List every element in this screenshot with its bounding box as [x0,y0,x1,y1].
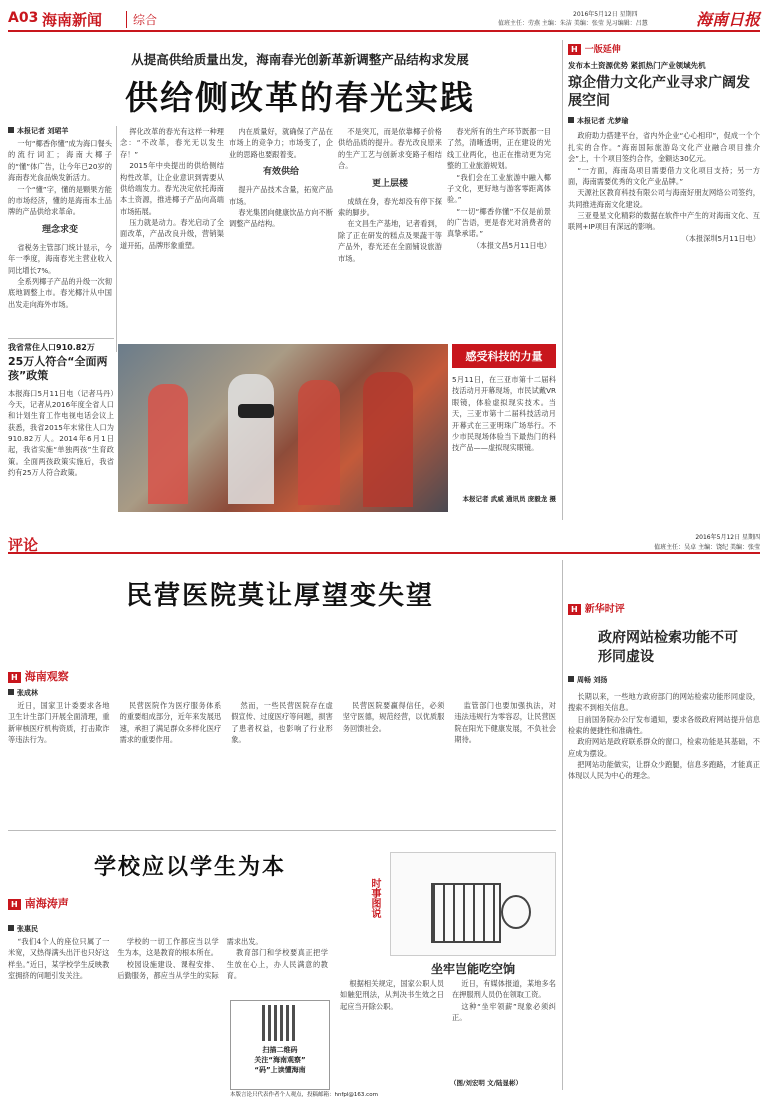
news-photo [118,344,448,512]
side-brief [8,342,114,517]
right-top-kicker: 发布本土资源优势 紧抓热门产业领域先机 [568,61,706,70]
column-label: 一版延伸 [584,45,621,55]
school-headline: 学校应以学生为本 [93,854,286,880]
brief-text: 本报海口5月11日电（记者马丹）今天，记者从2016年度全省人口和计划生育工作电视电话会议上获悉，我省2015年末常住人口为910.82万人。2014年6月1日起，我省实施“单独两孩”生育政策。全面两孩政策实施后，我省约有25万人符合政策。 [8,388,114,478]
qr-title: 扫描二维码 [262,1046,298,1054]
column-badge-icon: H [568,44,581,55]
right-bottom-headline: 政府网站检索功能不可形同虚设 [598,630,738,665]
brief-kicker: 我省常住人口910.82万 [8,343,95,352]
article-col-4: 不是突兀，而是依靠椰子价格供给品质的提升。春光改良原来的生产工艺与创新求变路子相结合。 更上层楼 成绩在身，春光却没有停下探索的脚步。 在文昌生产基地，记者看到，除了正在研发的糕点及果蔬干等产品外，春光还在全面铺设旅游市场。 [338,127,442,263]
right-top-headline: 琼企借力文化产业寻求广阔发展空间 [568,75,750,110]
editorial-byline: 张成林 [17,689,38,697]
right-bottom-article: H 新华时评 政府网站检索功能不可形同虚设 周畅 刘扬 长期以来，一些地方政府部门的网站检索功能形同虚设，搜索不到相关信息。 日前国务院办公厅发布通知，要求各级政府网站提升信息检索的便捷性和准确性。 政府网站是政府联系群众的窗口，检索功能是其基础，不应成为摆设。 把网站功能做实，让群众少跑腿，信息多跑路，才能真正体现以人民为中心的理念。 [568,604,760,781]
photo-caption-box [452,344,556,512]
right-top-article: H 一版延伸 发布本土资源优势 紧抓热门产业领域先机 琼企借力文化产业寻求广阔发展空间 本报记者 尤梦瑜 政府助力搭建平台，省内外企业“心心相印”，促成一个个扎实的合作。“海南国际旅游岛文化产业融合项目推介会”上，十个项目签约合作，金额达30亿元。 “一方面，海南岛项目需要借力文化项目支持；另一方面，海南需要优秀的文化产业品牌。” 天源社区教育科技有限公司与海南好朋友网络公司签约，共同推进海南文化建设。 三亚曼星文化精彩的数据在软件中产生的对海南文化、互联网+IP项目有深远的影响。 （本报深圳5月11日电） [568,45,760,243]
section-name: 海南新闻 [42,11,103,29]
page-number: A03 [8,10,39,26]
photo-caption-title: 感受科技的力量 [452,344,556,368]
article-byline: 本报记者 刘珺羊 [8,126,68,136]
page-header [8,6,760,32]
article-col-2: 挥化改革的春光有这样一种理念：“不改革，春光无以发生存！” 2015年中央提出的供给侧结构性改革，让企业意识到需要从供给端发力。春光决定依托海南本土资源，推进椰子产品向高端市场拓展。 压力就是动力。春光启动了全面改革，产品改良升级，营销渠道开拓，品牌形象重塑。 [120,127,224,250]
cartoon-credit: （图/刘宏明 文/陆显彬） [450,1079,523,1087]
qr-sub: 关注“海南观察” [254,1056,306,1064]
subhead-supply: 有效供给 [262,167,299,178]
article-col-1: 一句“椰香你懂”成为海口餐头的流行词汇；海南大椰子的“懂”体广告，让今年已20岁的海南春光食品焕发新活力。 一个“懂”字，懂的是颗果方能的市场经济，懂的是海南本土品牌的产品供给求革命。 理念求变 省税务主管部门统计显示，今年一季度，海南春光主营业收入同比增长7%。 全系列椰子产品的升级一次彻底地调整上市。春光椰汁从中国出发走向海外市场。 [8,139,112,309]
cartoon-title: 坐牢岂能吃空饷 [430,962,515,976]
commentary-section: 评论 [8,536,39,554]
article-col-5: 春光所有的生产环节既都一目了然，清晰透明，正在建设的光线工业两化，也正在推动更为完整的工业旅游规划。 “我们会在工业旅游中融入椰子文化，更好地与游客零距离体验。” “一切“椰香你懂”不仅是前景的广告语，更是春光对消费者的真挚承诺。” （本报文昌5月11日电） [447,127,551,250]
brief-headline: 25万人符合“全面两孩”政策 [8,355,108,383]
subhead-idea: 理念求变 [41,224,78,235]
editorial-headline: 民营医院莫让厚望变失望 [125,581,434,611]
editorial-body: 近日，国家卫计委要求各地卫生计生部门开展全面清理，重新审核医疗机构资质，打击欺诈等违法行为。 民营医院作为医疗服务体系的重要组成部分，近年来发展迅速，承担了满足群众多样化医疗需求的重要作用。 然而，一些民营医院存在虚假宣传、过度医疗等问题，损害了患者权益，也影响了行业形象。 民营医院要赢得信任，必须坚守医德，规范经营，以优质服务回馈社会。 监管部门也要加强执法，对违法违规行为零容忍，让民营医院在阳光下健康发展，不负社会期待。 [8,701,556,745]
cartoon-image [390,852,556,956]
school-byline: 张惠民 [17,925,38,933]
commentary-date: 2016年5月12日 星期四 [695,534,760,541]
article-kicker: 从提高供给质量出发，海南春光创新革新调整产品结构求发展 [131,52,469,67]
photo-credit: 本报记者 武威 通讯员 庞毅龙 摄 [462,495,556,503]
right-top-source: （本报深圳5月11日电） [681,233,760,243]
article-source: （本报文昌5月11日电） [472,240,551,250]
photo-caption-text: 5月11日，在三亚市第十二届科技活动月开幕现场，市民试戴VR眼镜，体验虚拟现实技术。当天，三亚市第十二届科技活动月开幕式在三亚明珠广场举行。不少市民现场体验当下最热门的科技产品——虚拟现实眼镜。 [452,375,556,453]
school-body: “我们4个人的座位只属了一米宽，又热得满头出汗也只好这样坐。”近日，某学校学生反映教室拥挤的问题引发关注。 学校的一切工作都应当以学生为本，这是教育的根本所在。 校园设施建设、课程安排、后勤服务，都应当从学生的实际需求出发。 教育部门和学校要真正把学生放在心上，办人民满意的教育。 [8,937,328,981]
column-logo-wave: H 南海涛声 [8,895,69,911]
qr-box[interactable] [230,1000,330,1090]
article-headline: 供给侧改革的春光实践 [125,78,475,117]
subsection-name: 综合 [126,11,157,28]
commentary-header [8,532,760,554]
cartoon-section-label: 时事图说 [369,878,380,918]
article-col-3: 内在质量好，就确保了产品在市场上的竞争力；市场变了，企业的思路也要跟着变。 有效供给 提升产品技术含量，拓宽产品市场。 春光集团向健康饮品方向不断调整产品结构。 [229,127,333,229]
subhead-higher: 更上层楼 [371,178,408,189]
qr-sub-2: “码”上读懂海南 [254,1066,306,1074]
header-date: 2016年5月12日 星期四 [573,11,638,18]
qr-code-icon [262,1005,298,1041]
header-editors: 值班主任：劳燕 主编：朱洁 美编：张莹 见习编辑：吕慧 [498,20,648,27]
byline-bullet-icon [8,127,14,133]
newspaper-logo: 海南日报 [695,10,760,29]
column-logo-observe: H 海南观察 [8,668,69,684]
xinhua-column: 新华时评 [584,604,625,615]
commentary-editors: 值班主任：吴卓 主编：饶纪 美编：张莹 [654,544,760,551]
right-top-byline: 本报记者 尤梦瑜 [577,117,629,126]
cartoon-body: 根据相关规定，国家公职人员如触犯刑法，从判决书生效之日起应当开除公职。 近日，有媒体报道，某地多名在押服刑人员仍在领取工资。 这种“坐牢领薪”现象必须纠正。 [340,979,556,1023]
contributor-note: 本版言论只代表作者个人观点，投稿邮箱：hnfpl@163.com [230,1092,378,1097]
right-bottom-byline: 周畅 刘扬 [577,675,608,684]
